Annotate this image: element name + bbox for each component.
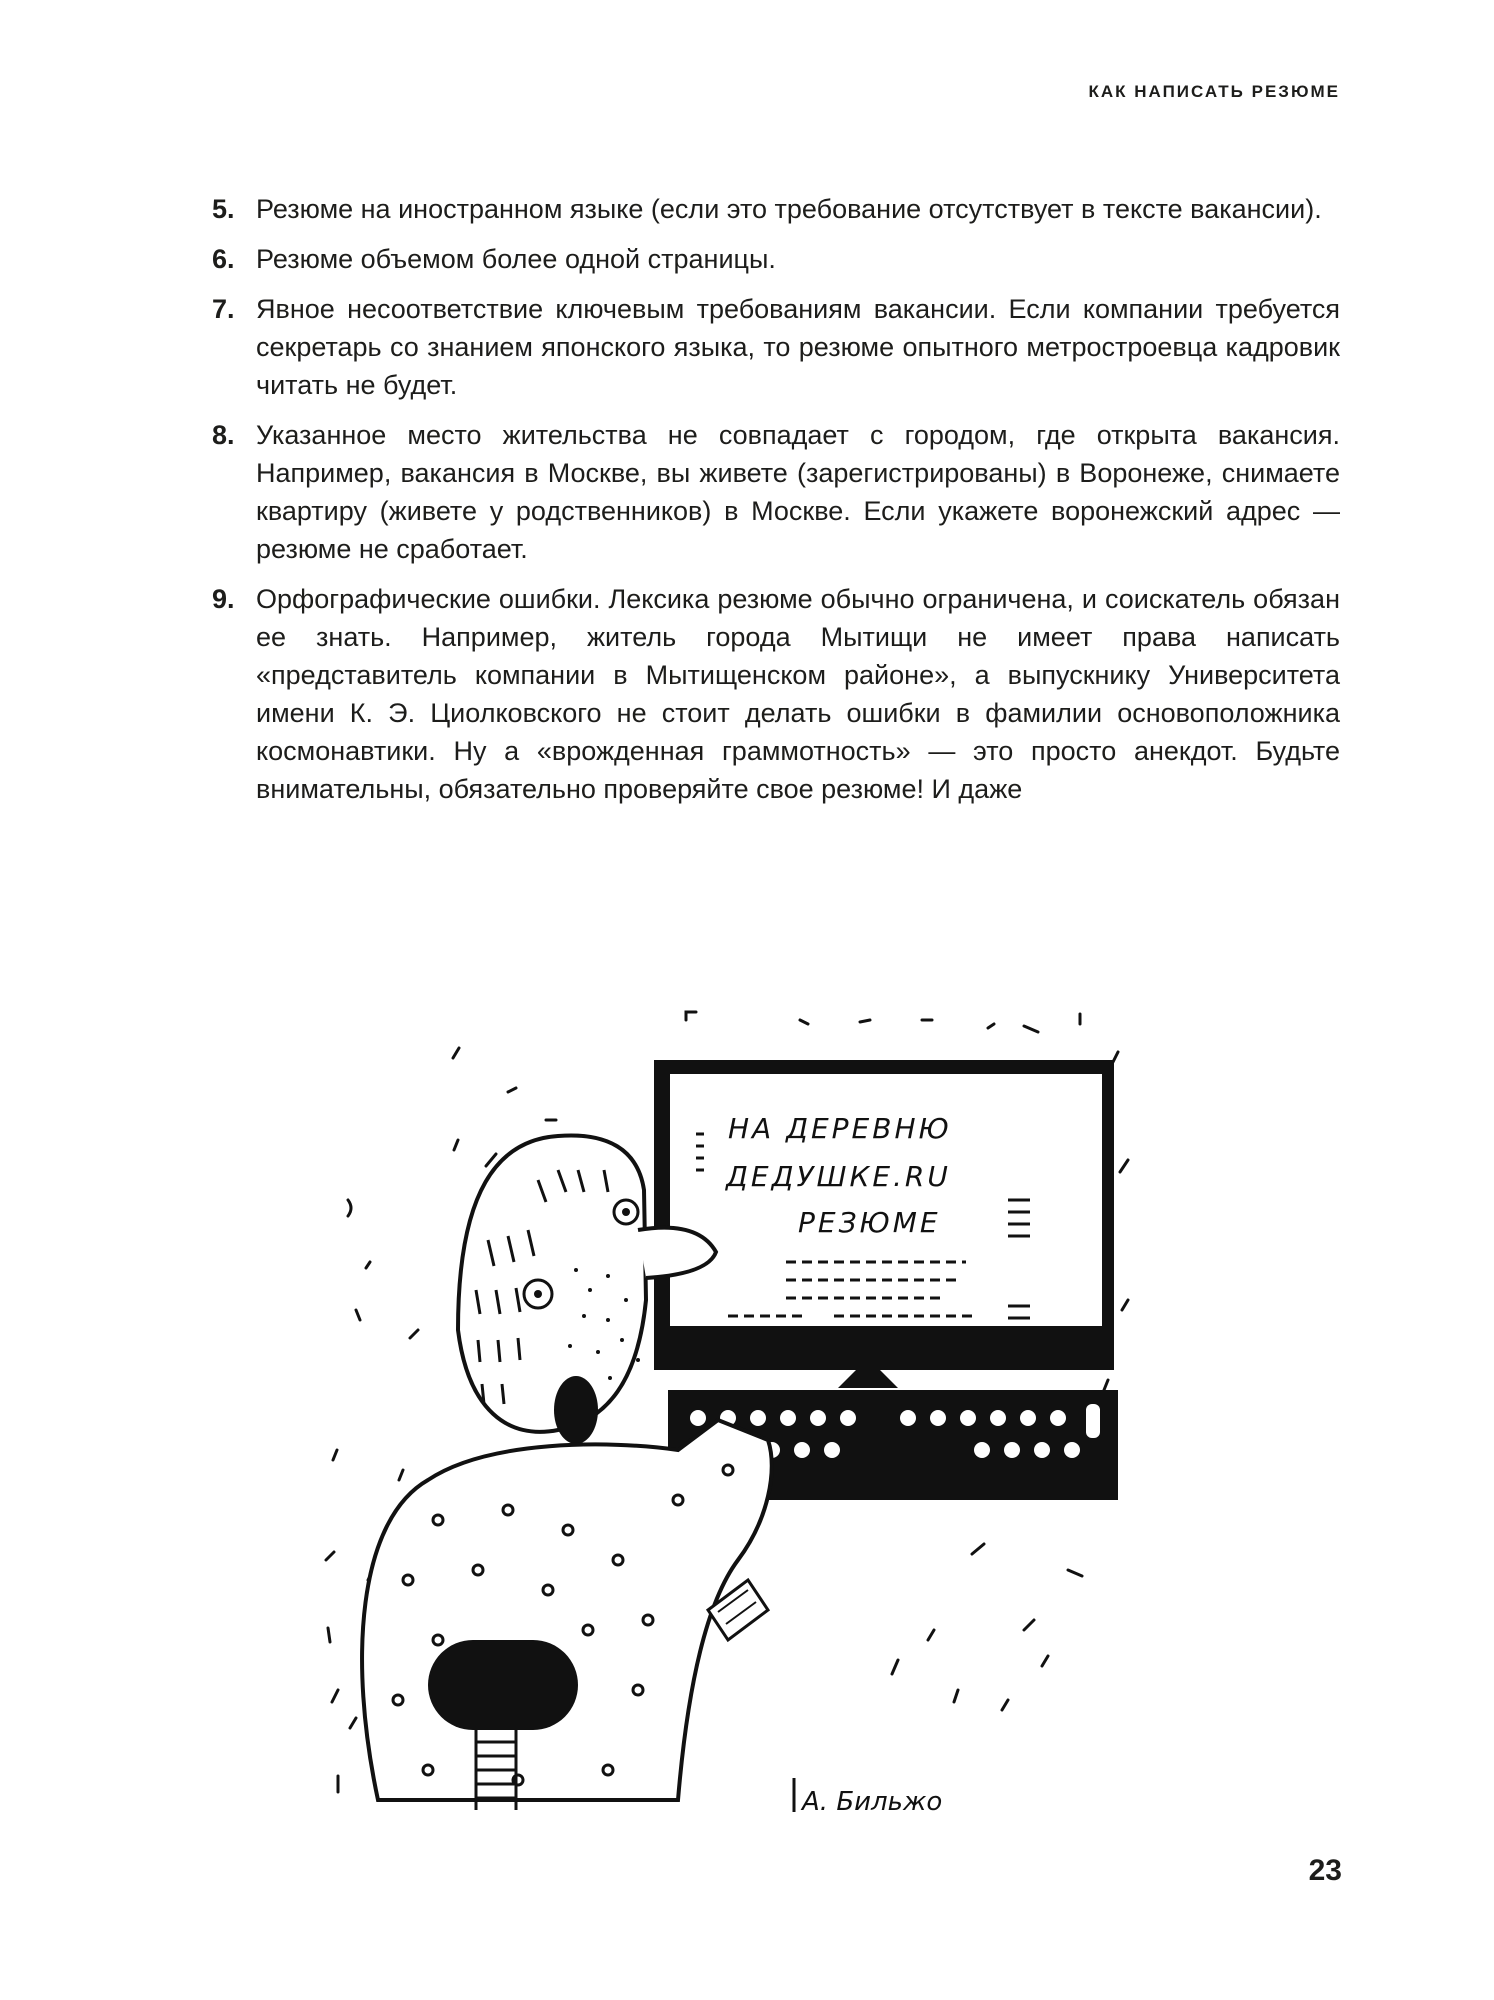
item-number: 6. — [212, 244, 235, 274]
list-item — [212, 580, 1340, 808]
item-text: Орфографические ошибки. Лексика резюме обычно ограничена, и соискатель обязан ее знать. Например, житель города Мытищи не имеет права написать «представитель компании в Мытищенском районе», а выпускнику Университета имени К. Э. Циолковского не стоит делать ошибки в фамилии основоположника космонавтики. Ну а «врожденная граммотность» — это просто анекдот. Будьте внимательны, обязательно проверяйте свое резюме! И даже — [256, 584, 1340, 804]
item-number: 5. — [212, 194, 235, 224]
list — [212, 190, 1340, 820]
list-item — [212, 416, 1340, 568]
list-item — [212, 190, 1340, 228]
page-number: 23 — [1308, 1854, 1342, 1887]
item-text: Резюме на иностранном языке (если это требование отсутствует в тексте вакансии). — [256, 194, 1322, 224]
item-number: 9. — [212, 584, 235, 614]
screen-text-line2: ДЕДУШКЕ.RU — [726, 1160, 951, 1193]
list-item — [212, 240, 1340, 278]
list-item — [212, 290, 1340, 404]
running-head: КАК НАПИСАТЬ РЕЗЮМЕ — [1088, 82, 1340, 101]
signature: А. Бильжо — [802, 1787, 943, 1817]
screen-text-line1: НА ДЕРЕВНЮ — [728, 1112, 952, 1145]
cartoon-illustration — [308, 1000, 1148, 1820]
item-text: Явное несоответствие ключевым требованиям вакансии. Если компании требуется секретарь со знанием японского языка, то резюме опытного метростроевца кадровик читать не будет. — [256, 294, 1340, 400]
item-text: Резюме объемом более одной страницы. — [256, 244, 776, 274]
screen-text-line3: РЕЗЮМЕ — [798, 1206, 941, 1239]
item-number: 8. — [212, 420, 235, 450]
item-number: 7. — [212, 294, 235, 324]
item-text: Указанное место жительства не совпадает с городом, где открыта вакансия. Например, вакансия в Москве, вы живете (зарегистрированы) в Воронеже, снимаете квартиру (живете у родственников) в Москве. Если укажете воронежский адрес — резюме не сработает. — [256, 420, 1340, 564]
